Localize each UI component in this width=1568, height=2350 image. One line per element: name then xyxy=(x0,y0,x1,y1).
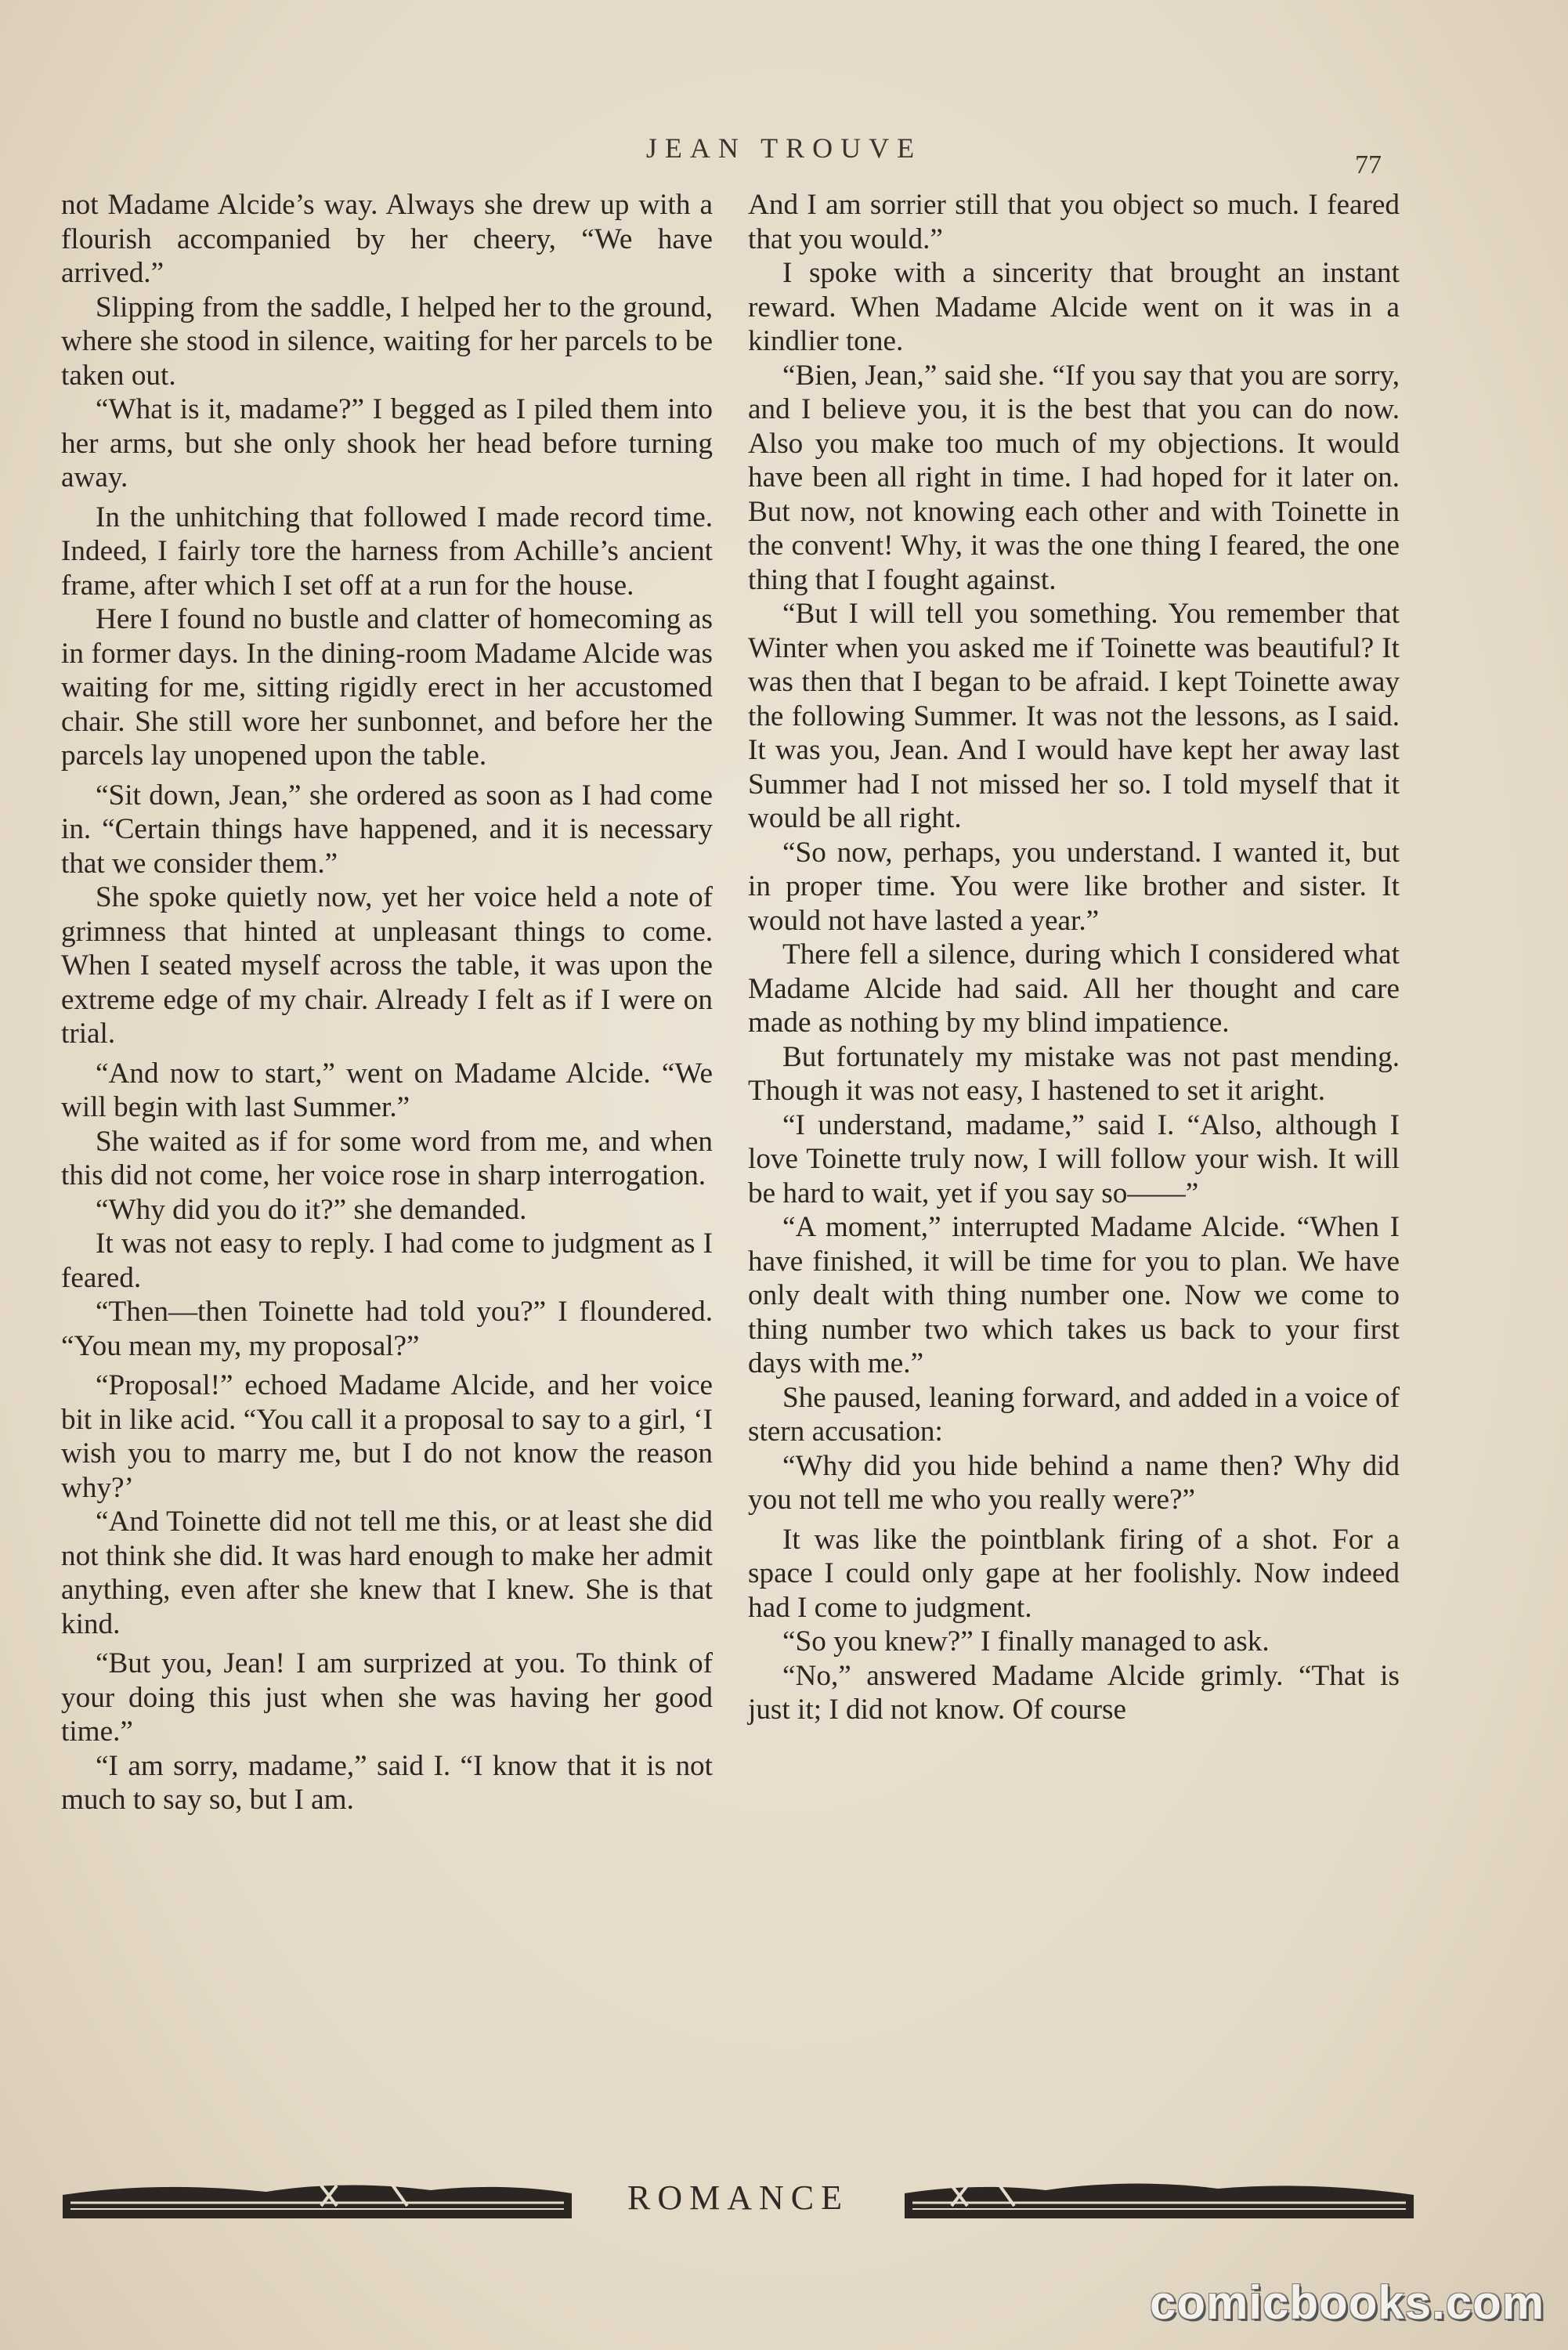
paragraph: “Why did you hide behind a name then? Why did you not tell me who you really were?” xyxy=(748,1449,1400,1516)
landscape-ornament-left xyxy=(63,2175,572,2222)
paragraph: not Madame Alcide’s way. Always she drew up with a flourish accompanied by her cheery, “We have arrived.” xyxy=(61,189,713,289)
paragraph: She paused, leaning forward, and added in a voice of stern accusation: xyxy=(748,1381,1400,1448)
paragraph: “But I will tell you something. You remember that Winter when you asked me if Toinette was beautiful? It was then that I began to be afraid. I kept Toinette away the following Summer. It was not the lessons, as I said. It was you, Jean. And I would have kept her away last Summer had I not missed her so. I told myself that it would be all right. xyxy=(748,598,1400,834)
paragraph: “Why did you do it?” she demanded. xyxy=(96,1193,527,1226)
landscape-ornament-right xyxy=(905,2175,1414,2222)
paragraph: “I understand, madame,” said I. “Also, although I love Toinette truly now, I will follow your wish. It will be hard to wait, yet if you say so——” xyxy=(748,1108,1400,1209)
paragraph: “Sit down, Jean,” she ordered as soon as I had come in. “Certain things have happened, and it is necessary that we consider them.” xyxy=(61,779,713,880)
paragraph: But fortunately my mistake was not past mending. Though it was not easy, I hastened to set it aright. xyxy=(748,1040,1400,1107)
left-column xyxy=(61,188,713,1817)
paragraph: I spoke with a sincerity that brought an instant reward. When Madame Alcide went on it was in a kindlier tone. xyxy=(748,257,1400,357)
paragraph: “And Toinette did not tell me this, or at least she did not think she did. It was hard enough to make her admit anything, even after she knew that I knew. She is that kind. xyxy=(61,1506,713,1640)
paragraph: In the unhitching that followed I made record time. Indeed, I fairly tore the harness from Achille’s ancient frame, after which I set off at a run for the house. xyxy=(61,501,713,602)
paragraph: “A moment,” interrupted Madame Alcide. “When I have finished, it will be time for you to plan. We have only dealt with thing number one. Now we come to thing number two which takes us back to your first days with me.” xyxy=(748,1211,1400,1379)
paragraph: Here I found no bustle and clatter of homecoming as in former days. In the dining-room Madame Alcide was waiting for me, sitting rigidly erect in her accustomed chair. She still wore her sunbonnet, and before her the parcels lay unopened upon the table. xyxy=(61,603,713,772)
paragraph: “What is it, madame?” I begged as I piled them into her arms, but she only shook her head before turning away. xyxy=(61,393,713,494)
running-head: JEAN TROUVE xyxy=(645,132,923,164)
paragraph: “And now to start,” went on Madame Alcide. “We will begin with last Summer.” xyxy=(61,1057,713,1123)
paragraph: “I am sorry, madame,” said I. “I know that it is not much to say so, but I am. xyxy=(61,1749,713,1816)
paragraph: “So now, perhaps, you understand. I wanted it, but in proper time. You were like brother and sister. It would not have lasted a year.” xyxy=(748,836,1400,937)
magazine-name: ROMANCE xyxy=(627,2178,850,2217)
paragraph: “No,” answered Madame Alcide grimly. “That is just it; I did not know. Of course xyxy=(748,1659,1400,1726)
paragraph: “Proposal!” echoed Madame Alcide, and her voice bit in like acid. “You call it a proposal to say to a girl, ‘I wish you to marry me, but I do not know the reason why?’ xyxy=(61,1369,713,1504)
page-number: 77 xyxy=(1355,150,1382,179)
paragraph: And I am sorrier still that you object so much. I feared that you would.” xyxy=(748,189,1400,255)
paragraph: “Bien, Jean,” said she. “If you say that you are sorry, and I believe you, it is the best that you can do now. Also you make too much of my objections. It would have been all right in time. I had hoped for it later on. But now, not knowing each other and with Toinette in the convent! Why, it was the one thing I feared, the one thing that I fought against. xyxy=(748,359,1400,596)
paragraph: “So you knew?” I finally managed to ask. xyxy=(782,1625,1270,1658)
paragraph: It was like the pointblank firing of a shot. For a space I could only gape at her foolishly. Now indeed had I come to judgment. xyxy=(748,1523,1400,1624)
paragraph: There fell a silence, during which I considered what Madame Alcide had said. All her thought and care made as nothing by my blind impatience. xyxy=(748,938,1400,1039)
paragraph: It was not easy to reply. I had come to judgment as I feared. xyxy=(61,1227,713,1294)
paragraph: She spoke quietly now, yet her voice held a note of grimness that hinted at unpleasant things to come. When I seated myself across the table, it was upon the extreme edge of my chair. Already I felt as if I were on trial. xyxy=(61,881,713,1050)
paragraph: She waited as if for some word from me, and when this did not come, her voice rose in sharp interrogation. xyxy=(61,1125,713,1191)
paragraph: “Then—then Toinette had told you?” I floundered. “You mean my, my proposal?” xyxy=(61,1296,713,1362)
right-column xyxy=(748,188,1400,1727)
watermark: comicbooks.com xyxy=(1150,2276,1545,2329)
paragraph: “But you, Jean! I am surprized at you. To think of your doing this just when she was having her good time.” xyxy=(61,1647,713,1748)
magazine-footer xyxy=(47,2164,1394,2234)
paragraph: Slipping from the saddle, I helped her to the ground, where she stood in silence, waiting for her parcels to be taken out. xyxy=(61,291,713,392)
